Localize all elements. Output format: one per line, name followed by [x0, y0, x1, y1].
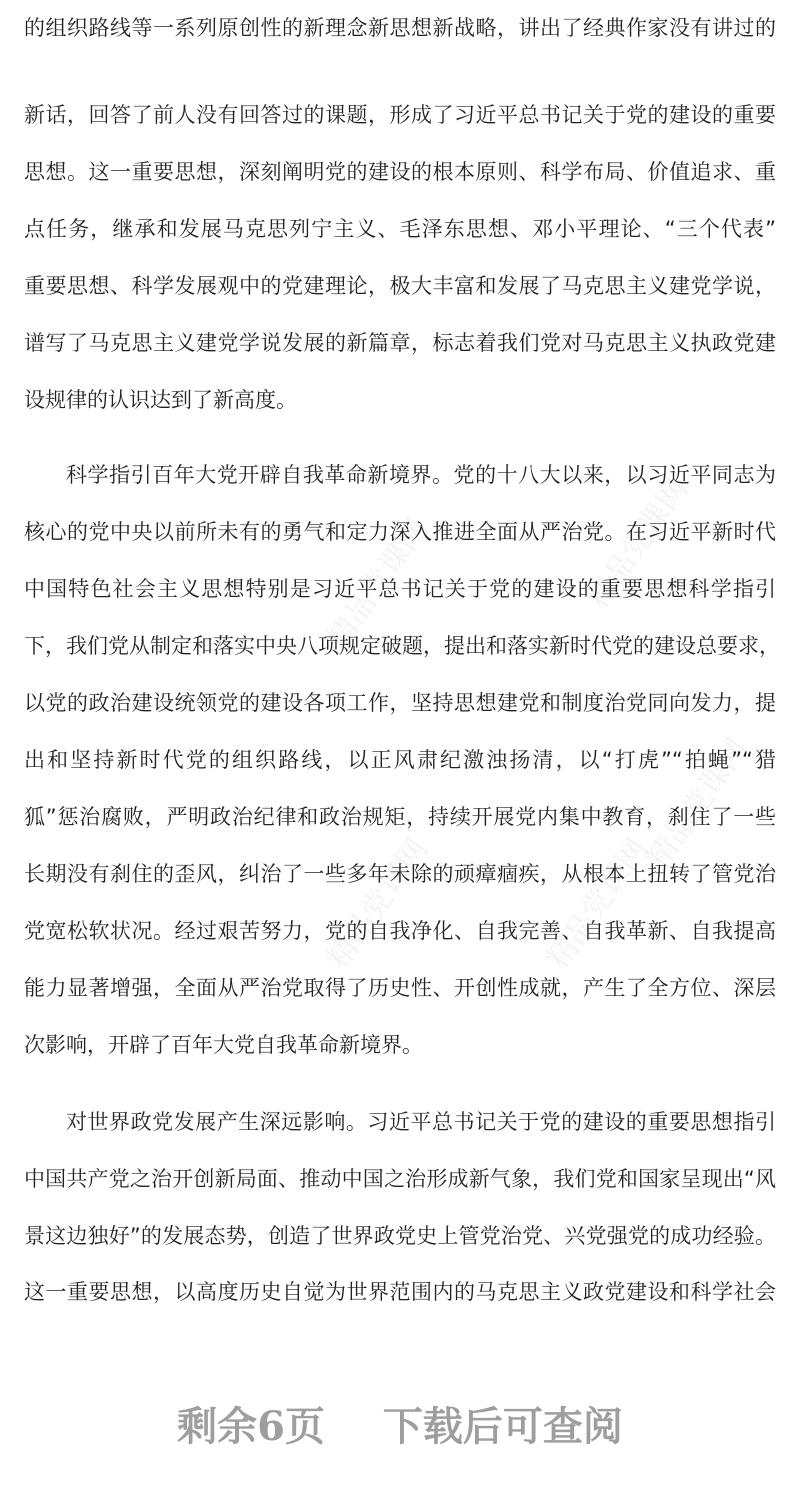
- text-line: 以党的政治建设统领党的建设各项工作，坚持思想建党和制度治党同向发力，提: [24, 691, 776, 715]
- download-to-view-label: 下载后可查阅: [382, 1403, 623, 1450]
- remaining-pages-label: 剩余6页: [177, 1403, 325, 1450]
- watermark: 精品党课网: [320, 832, 436, 976]
- text-line: 的组织路线等一系列原创性的新理念新思想新战略，讲出了经典作家没有讲过的: [24, 16, 776, 40]
- watermark: 精品党课网: [640, 732, 756, 876]
- text-line: 党宽松软状况。经过艰苦努力，党的自我净化、自我完善、自我革新、自我提高: [24, 919, 776, 943]
- download-prompt[interactable]: [0, 1395, 800, 1452]
- text-line: 对世界政党发展产生深远影响。习近平总书记关于党的建设的重要思想指引: [66, 1110, 776, 1134]
- text-line: 科学指引百年大党开辟自我革命新境界。党的十八大以来，以习近平同志为: [66, 463, 776, 487]
- text-line: 这一重要思想，以高度历史自觉为世界范围内的马克思主义政党建设和科学社会: [24, 1280, 776, 1304]
- watermark: 精品党课网: [580, 472, 696, 616]
- text-line: 出和坚持新时代党的组织路线，以正风肃纪激浊扬清，以“打虎”“拍蝇”“猎: [24, 748, 776, 772]
- text-line: 谱写了马克思主义建党学说发展的新篇章，标志着我们党对马克思主义执政党建: [24, 331, 776, 355]
- text-line: 长期没有刹住的歪风，纠治了一些多年未除的顽瘴痼疾，从根本上扭转了管党治: [24, 862, 776, 886]
- text-line: 新话，回答了前人没有回答过的课题，形成了习近平总书记关于党的建设的重要: [24, 103, 776, 127]
- text-line: 点任务，继承和发展马克思列宁主义、毛泽东思想、邓小平理论、“三个代表”: [24, 217, 776, 241]
- text-line: 能力显著增强，全面从严治党取得了历史性、开创性成就，产生了全方位、深层: [24, 976, 776, 1000]
- text-line: 中国共产党之治开创新局面、推动中国之治形成新气象，我们党和国家呈现出“风: [24, 1167, 776, 1191]
- text-line: 思想。这一重要思想，深刻阐明党的建设的根本原则、科学布局、价值追求、重: [24, 160, 776, 184]
- watermark: 精品党课网: [320, 512, 436, 656]
- text-line: 狐”惩治腐败，严明政治纪律和政治规矩，持续开展党内集中教育，刹住了一些: [24, 805, 776, 829]
- text-line: 重要思想、科学发展观中的党建理论，极大丰富和发展了马克思主义建党学说，: [24, 274, 776, 298]
- text-line: 中国特色社会主义思想特别是习近平总书记关于党的建设的重要思想科学指引: [24, 577, 776, 601]
- text-line: 景这边独好”的发展态势，创造了世界政党史上管党治党、兴党强党的成功经验。: [24, 1224, 776, 1248]
- text-line: 次影响，开辟了百年大党自我革命新境界。: [24, 1033, 423, 1057]
- text-line: 设规律的认识达到了新高度。: [24, 388, 297, 412]
- text-line: 下，我们党从制定和落实中央八项规定破题，提出和落实新时代党的建设总要求，: [24, 634, 780, 658]
- text-line: 核心的党中央以前所未有的勇气和定力深入推进全面从严治党。在习近平新时代: [24, 520, 776, 544]
- watermark: 精品党课网: [540, 832, 656, 976]
